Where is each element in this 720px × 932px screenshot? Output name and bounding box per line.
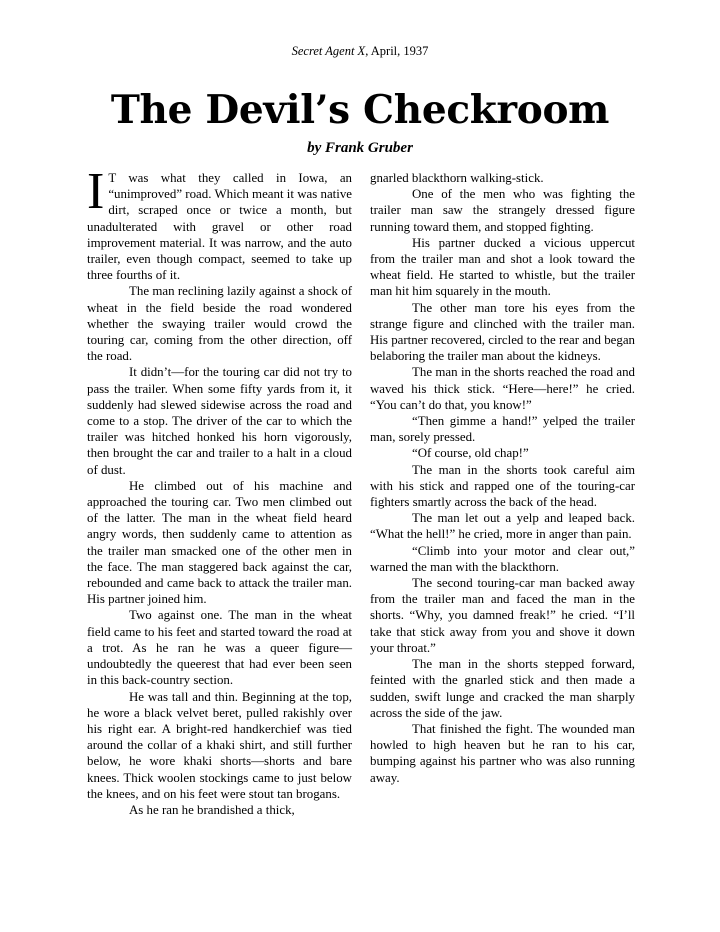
paragraph: The man in the shorts took careful aim with his stick and rapped one of the touring-car fighters smartly across the back of the head. bbox=[370, 462, 635, 510]
paragraph: The other man tore his eyes from the strange figure and clinched with the trailer man. His partner recovered, circled to the rear and began belaboring the trailer man about the kidneys. bbox=[370, 300, 635, 364]
paragraph: The man in the shorts reached the road and waved his thick stick. “Here—here!” he cried. “You can’t do that, you know!” bbox=[370, 365, 635, 412]
paragraph: That finished the fight. The wounded man howled to high heaven but he ran to his car, bumping against his partner who was also running away. bbox=[370, 721, 635, 785]
paragraph: His partner ducked a vicious uppercut from the trailer man and shot a look toward the wheat field. He started to whistle, but the trailer man hit him squarely in the mouth. bbox=[370, 235, 635, 299]
paragraph: The man in the shorts stepped forward, feinted with the gnarled stick and then made a sudden, swift lunge and cracked the man sharply across the side of the jaw. bbox=[370, 657, 635, 720]
paragraph: The man let out a yelp and leaped back. “What the hell!” he cried, more in anger than pain. bbox=[370, 511, 635, 542]
paragraph: The second touring-car man backed away from the trailer man and faced the man in the shorts. “Why, you damned freak!” he cried. “I’ll take that stick away from you and shove it down your throat.” bbox=[370, 576, 635, 655]
paragraph-text: T was what they called in Iowa, an “unimproved” road. Which meant it was native dirt, scraped once or twice a month, but unadulterated with gravel or other road improvement material. It was narrow, and the auto trailer, even though compact, seemed to take up three fourths of it. bbox=[87, 171, 352, 283]
paragraph: “Climb into your motor and clear out,” warned the man with the blackthorn. bbox=[370, 543, 635, 574]
paragraph: He was tall and thin. Beginning at the top, he wore a black velvet beret, pulled rakishly over his right ear. A bright-red handkerchief was tied around the collar of a khaki shirt, and still further below, he wore khaki shorts—shorts and bare knees. Thick woolen stockings came to just below the knees, and on his feet were stout tan brogans. bbox=[87, 689, 352, 801]
right-column bbox=[370, 170, 635, 786]
paragraph: “Of course, old chap!” bbox=[412, 446, 529, 461]
story-title: The Devil’s Checkroom bbox=[110, 87, 610, 133]
publication-date: , April, 1937 bbox=[365, 44, 429, 58]
story-byline: by Frank Gruber bbox=[307, 140, 413, 156]
paragraph bbox=[87, 163, 352, 283]
paragraph: gnarled blackthorn walking-stick. bbox=[370, 171, 544, 185]
paragraph: He climbed out of his machine and approached the touring car. Two men climbed out of the latter. The man in the wheat field heard angry words, then suddenly came to attention as the trailer man smacked one of the other men in the face. The man staggered back against the car, rebounded and came back to attack the trailer man. His partner joined him. bbox=[87, 478, 352, 607]
paragraph: One of the men who was fighting the trailer man saw the strangely dressed figure running toward them, and stopped fighting. bbox=[370, 187, 635, 234]
drop-cap: I bbox=[87, 163, 105, 220]
running-header bbox=[0, 44, 720, 58]
publication-name: Secret Agent X bbox=[291, 44, 366, 58]
left-column bbox=[87, 163, 352, 818]
paragraph: It didn’t—for the touring car did not try to pass the trailer. When some fifty yards from it, it suddenly had slewed sidewise across the road and come to a stop. The driver of the car to which the trailer was hitched honked his horn vigorously, then brought the car and trailer to a halt in a cloud of dust. bbox=[87, 365, 352, 477]
paragraph: As he ran he brandished a thick, bbox=[129, 802, 295, 817]
paragraph: The man reclining lazily against a shock of wheat in the field beside the road wondered whether the swaying trailer would crowd the touring car, coming from the other direction, off the road. bbox=[87, 284, 352, 364]
paragraph: “Then gimme a hand!” yelped the trailer man, sorely pressed. bbox=[370, 414, 635, 445]
paragraph: Two against one. The man in the wheat field came to his feet and started toward the road at a trot. As he ran he was a queer figure—undoubtedly the queerest that had ever been seen in this back-country section. bbox=[87, 608, 352, 688]
